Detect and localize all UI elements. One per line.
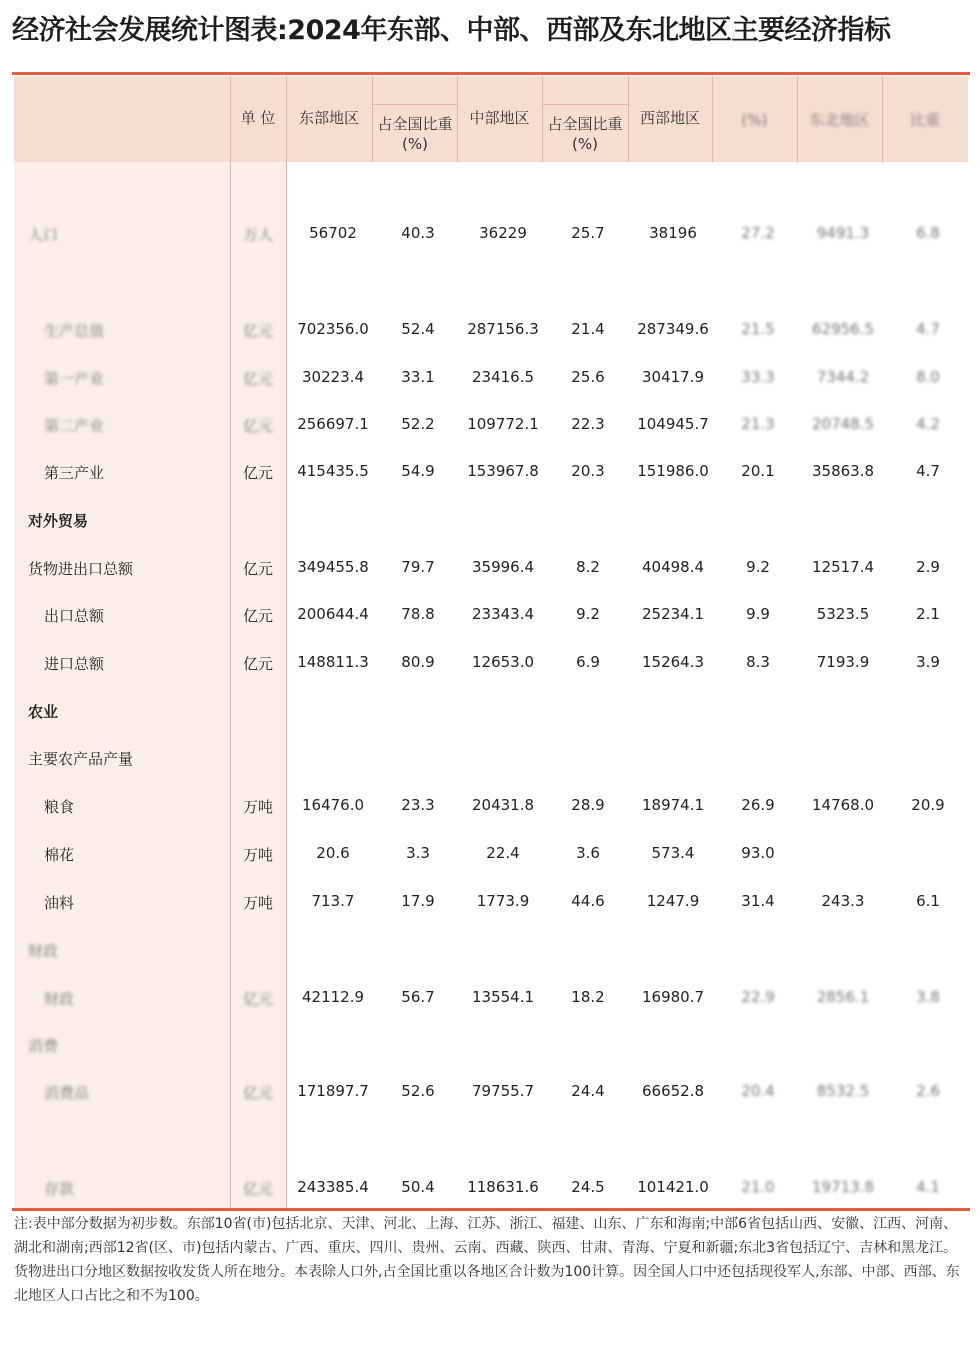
row-value: 25.6 [571,368,605,386]
row-value: 20.3 [571,462,605,480]
row-label: 出口总额 [44,607,105,625]
row-value: 40498.4 [641,558,705,576]
row-value: 6.1 [916,892,940,910]
row-value: 52.6 [401,1082,435,1100]
row-value: 30417.9 [641,368,705,386]
row-value: 9.2 [576,605,600,623]
table-row [14,651,968,675]
row-value: 3.8 [916,988,940,1006]
row-value: 20431.8 [471,796,535,814]
row-value: 118631.6 [467,1178,539,1196]
row-unit: 亿元 [242,370,273,388]
row-unit: 万吨 [242,798,273,816]
table-row [14,699,968,723]
row-value: 20.6 [316,844,350,862]
table-row [14,938,968,962]
row-value: 35863.8 [811,462,875,480]
row-value: 287156.3 [467,320,539,338]
header-central-share: 占全国比重(%) [547,115,623,153]
row-value: 25.7 [571,224,605,242]
row-value: 79.7 [401,558,435,576]
row-value: 17.9 [401,892,435,910]
row-value: 8.0 [916,368,940,386]
row-value: 12517.4 [811,558,875,576]
row-label: 消费 [28,1037,59,1055]
row-value: 22.3 [571,415,605,433]
row-value: 28.9 [571,796,605,814]
row-value: 25234.1 [641,605,705,623]
row-value: 3.3 [406,844,430,862]
row-value: 9.2 [746,558,770,576]
row-value: 349455.8 [297,558,369,576]
row-value: 14768.0 [811,796,875,814]
header-central: 中部地区 [469,109,530,127]
row-value: 33.1 [401,368,435,386]
header-unit: 单 位 [240,109,276,127]
row-value: 12653.0 [471,653,535,671]
row-value: 243385.4 [297,1178,369,1196]
row-value: 33.3 [741,368,775,386]
row-value: 4.7 [916,462,940,480]
row-unit: 亿元 [242,1084,273,1102]
row-value: 54.9 [401,462,435,480]
row-value: 27.2 [741,224,775,242]
row-value: 31.4 [741,892,775,910]
row-value: 256697.1 [297,415,369,433]
row-value: 21.4 [571,320,605,338]
row-value: 1247.9 [646,892,700,910]
row-value: 109772.1 [467,415,539,433]
row-value: 153967.8 [467,462,539,480]
table-row [14,556,968,580]
row-value: 20.1 [741,462,775,480]
row-value: 6.8 [916,224,940,242]
row-value: 9.9 [746,605,770,623]
row-label: 生产总值 [44,322,105,340]
table-row [14,746,968,770]
table-row [14,318,968,342]
row-value: 21.5 [741,320,775,338]
row-value: 16980.7 [641,988,705,1006]
row-label: 进口总额 [44,655,105,673]
row-value: 287349.6 [637,320,709,338]
row-value: 52.4 [401,320,435,338]
table-row [14,508,968,532]
row-value: 8.2 [576,558,600,576]
row-label: 对外贸易 [28,512,89,530]
row-label: 主要农产品产量 [28,750,134,768]
row-label: 粮食 [44,798,75,816]
row-label: 第一产业 [44,370,105,388]
page-title: 经济社会发展统计图表:2024年东部、中部、西部及东北地区主要经济指标 [12,15,891,46]
row-value: 243.3 [821,892,865,910]
row-value: 50.4 [401,1178,435,1196]
row-value: 22.9 [741,988,775,1006]
row-value: 702356.0 [297,320,369,338]
table-row [14,1080,968,1104]
row-value: 52.2 [401,415,435,433]
row-unit: 亿元 [242,464,273,482]
row-value: 62956.5 [811,320,875,338]
row-label: 存款 [44,1180,75,1198]
table-row [14,986,968,1010]
row-value: 2.1 [916,605,940,623]
row-value: 80.9 [401,653,435,671]
row-value: 22.4 [486,844,520,862]
row-value: 23343.4 [471,605,535,623]
table-row [14,1176,968,1200]
row-value: 78.8 [401,605,435,623]
row-value: 3.6 [576,844,600,862]
header-northeast: 东北地区 [809,111,870,129]
row-value: 8.3 [746,653,770,671]
header-northeast-share: 比重 [909,111,940,129]
row-value: 4.2 [916,415,940,433]
row-label: 货物进出口总额 [28,560,134,578]
table-row [14,603,968,627]
row-value: 3.9 [916,653,940,671]
row-value: 56702 [309,224,357,242]
row-value: 2856.1 [816,988,870,1006]
row-value: 19713.8 [811,1178,875,1196]
table-row [14,1128,968,1152]
row-value: 4.7 [916,320,940,338]
row-value: 15264.3 [641,653,705,671]
row-value: 8532.5 [816,1082,870,1100]
row-value: 13554.1 [471,988,535,1006]
row-value: 66652.8 [641,1082,705,1100]
row-value: 18.2 [571,988,605,1006]
row-label: 消费品 [44,1084,90,1102]
row-value: 20.9 [911,796,945,814]
bottom-rule [12,1208,970,1211]
table-row [14,1033,968,1057]
row-value: 20748.5 [811,415,875,433]
row-value: 104945.7 [637,415,709,433]
row-value: 6.9 [576,653,600,671]
top-rule [12,72,970,75]
row-value: 1773.9 [476,892,530,910]
row-label: 财政 [28,942,59,960]
row-label: 第二产业 [44,417,105,435]
row-value: 21.3 [741,415,775,433]
row-unit: 亿元 [242,560,273,578]
row-value: 38196 [649,224,697,242]
row-value: 4.1 [916,1178,940,1196]
row-value: 24.4 [571,1082,605,1100]
row-unit: 亿元 [242,990,273,1008]
row-value: 200644.4 [297,605,369,623]
row-value: 713.7 [311,892,355,910]
row-value: 35996.4 [471,558,535,576]
row-value: 21.0 [741,1178,775,1196]
row-unit: 亿元 [242,655,273,673]
row-value: 148811.3 [297,653,369,671]
row-unit: 万吨 [242,846,273,864]
table-row [14,794,968,818]
table-row [14,890,968,914]
row-value: 5323.5 [816,605,870,623]
row-value: 7193.9 [816,653,870,671]
header-west-share: (%) [741,111,768,129]
table-row [14,460,968,484]
table-row [14,413,968,437]
row-unit: 亿元 [242,417,273,435]
footnote: 注:表中部分数据为初步数。东部10省(市)包括北京、天津、河北、上海、江苏、浙江、福建、山东、广东和海南;中部6省包括山西、安徽、江西、河南、湖北和湖南;西部12省(区、市)包括内蒙古、广西、重庆、四川、贵州、云南、西藏、陕西、甘肃、青海、宁夏和新疆;东北3省包括辽宁、吉林和黑龙江。货物进出口分地区数据按收发货人所在地分。本表除人口外,占全国比重以各地区合计数为100计算。因全国人口中还包括现役军人,东部、中部、西部、东北地区人口占比之和不为100。 [14,1216,960,1304]
table-row [14,366,968,390]
row-value: 101421.0 [637,1178,709,1196]
row-unit: 亿元 [242,607,273,625]
row-label: 人口 [28,226,59,244]
table-row [14,842,968,866]
header-west: 西部地区 [639,109,700,127]
row-value: 415435.5 [297,462,369,480]
row-value: 42112.9 [301,988,365,1006]
row-value: 36229 [479,224,527,242]
row-value: 93.0 [741,844,775,862]
row-label: 农业 [28,703,59,721]
row-unit: 万人 [242,226,273,244]
row-value: 9491.3 [816,224,870,242]
row-label: 棉花 [44,846,75,864]
row-unit: 亿元 [242,1180,273,1198]
row-value: 2.6 [916,1082,940,1100]
row-value: 44.6 [571,892,605,910]
row-value: 18974.1 [641,796,705,814]
table-row [14,222,968,246]
row-value: 23.3 [401,796,435,814]
row-unit: 亿元 [242,322,273,340]
row-unit: 万吨 [242,894,273,912]
row-value: 40.3 [401,224,435,242]
row-value: 30223.4 [301,368,365,386]
row-value: 56.7 [401,988,435,1006]
row-label: 油料 [44,894,75,912]
row-value: 24.5 [571,1178,605,1196]
row-value: 79755.7 [471,1082,535,1100]
row-label: 第三产业 [44,464,105,482]
row-value: 16476.0 [301,796,365,814]
row-label: 财政 [44,990,75,1008]
row-value: 26.9 [741,796,775,814]
row-value: 151986.0 [637,462,709,480]
row-value: 573.4 [651,844,695,862]
row-value: 7344.2 [816,368,870,386]
row-value: 2.9 [916,558,940,576]
row-value: 20.4 [741,1082,775,1100]
row-value: 171897.7 [297,1082,369,1100]
row-value: 23416.5 [471,368,535,386]
header-east: 东部地区 [298,109,359,127]
header-east-share: 占全国比重(%) [377,115,453,153]
